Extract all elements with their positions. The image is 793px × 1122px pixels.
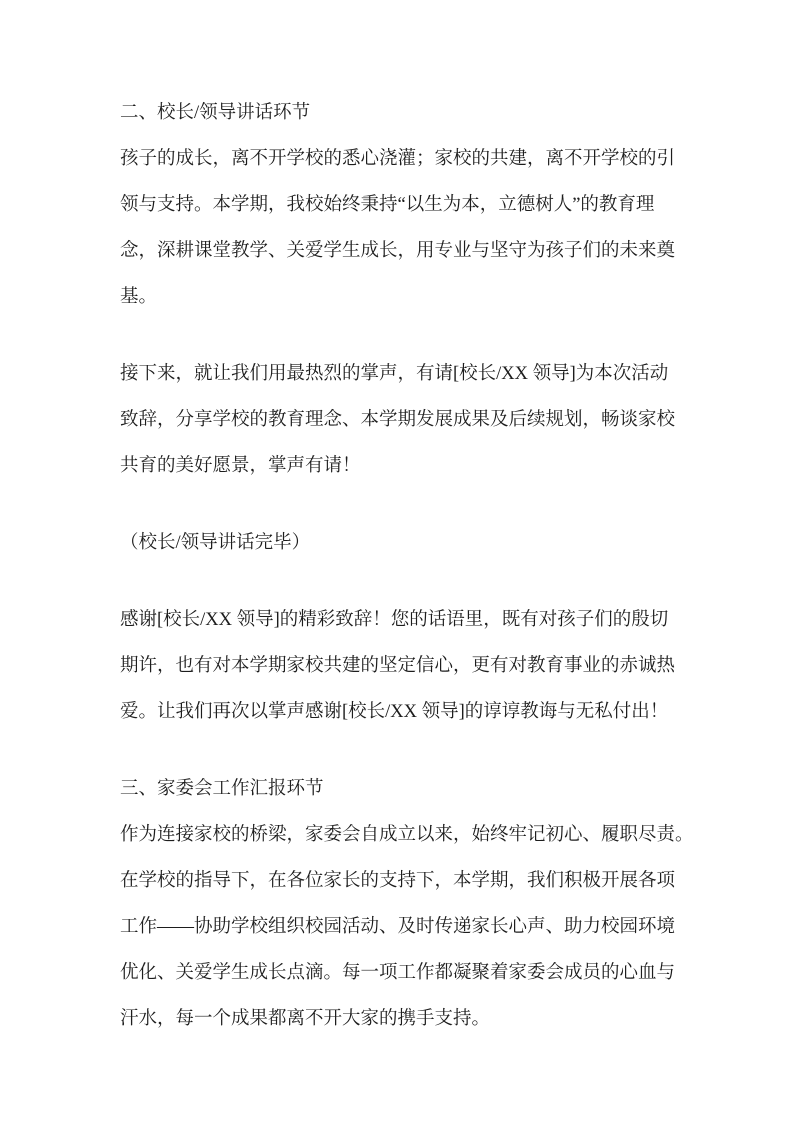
para-parent-committee-report bbox=[120, 812, 694, 1042]
text-line: 工作——协助学校组织校园活动、及时传递家长心声、助力校园环境 bbox=[120, 917, 676, 937]
section-heading-principal-speech: 二、校长/领导讲话环节 bbox=[120, 103, 311, 123]
text-line: 致辞，分享学校的教育理念、本学期发展成果及后续规划，畅谈家校 bbox=[120, 410, 676, 430]
text-line: 共育的美好愿景，掌声有请！ bbox=[120, 456, 361, 476]
text-line: 期许，也有对本学期家校共建的坚定信心，更有对教育事业的赤诚热 bbox=[120, 656, 676, 676]
text-line: 孩子的成长，离不开学校的悉心浇灌；家校的共建，离不开学校的引 bbox=[120, 149, 676, 169]
para-principal-speech-invite bbox=[120, 351, 678, 489]
text-line: 优化、关爱学生成长点滴。每一项工作都凝聚着家委会成员的心血与 bbox=[120, 963, 676, 983]
text-line: 感谢[校长/XX 领导]的精彩致辞！您的话语里，既有对孩子们的殷切 bbox=[120, 610, 669, 630]
text-line: 基。 bbox=[120, 287, 158, 307]
text-line: 汗水，每一个成果都离不开大家的携手支持。 bbox=[120, 1009, 491, 1029]
text-line: 在学校的指导下，在各位家长的支持下，本学期，我们积极开展各项 bbox=[120, 871, 676, 891]
text-line: 领与支持。本学期，我校始终秉持“以生为本，立德树人”的教育理 bbox=[120, 195, 655, 215]
para-principal-speech-lead bbox=[120, 136, 678, 320]
section-heading-parent-committee: 三、家委会工作汇报环节 bbox=[120, 779, 324, 799]
para-principal-speech-thanks bbox=[120, 597, 678, 735]
text-line: 爱。让我们再次以掌声感谢[校长/XX 领导]的谆谆教诲与无私付出！ bbox=[120, 702, 669, 722]
text-line: （校长/领导讲话完毕） bbox=[120, 533, 311, 553]
para-stage-direction bbox=[120, 520, 678, 566]
text-line: 念，深耕课堂教学、关爱学生成长，用专业与坚守为孩子们的未来奠 bbox=[120, 241, 676, 261]
text-line: 作为连接家校的桥梁，家委会自成立以来，始终牢记初心、履职尽责。 bbox=[120, 825, 694, 845]
text-line: 接下来，就让我们用最热烈的掌声，有请[校长/XX 领导]为本次活动 bbox=[120, 364, 669, 384]
